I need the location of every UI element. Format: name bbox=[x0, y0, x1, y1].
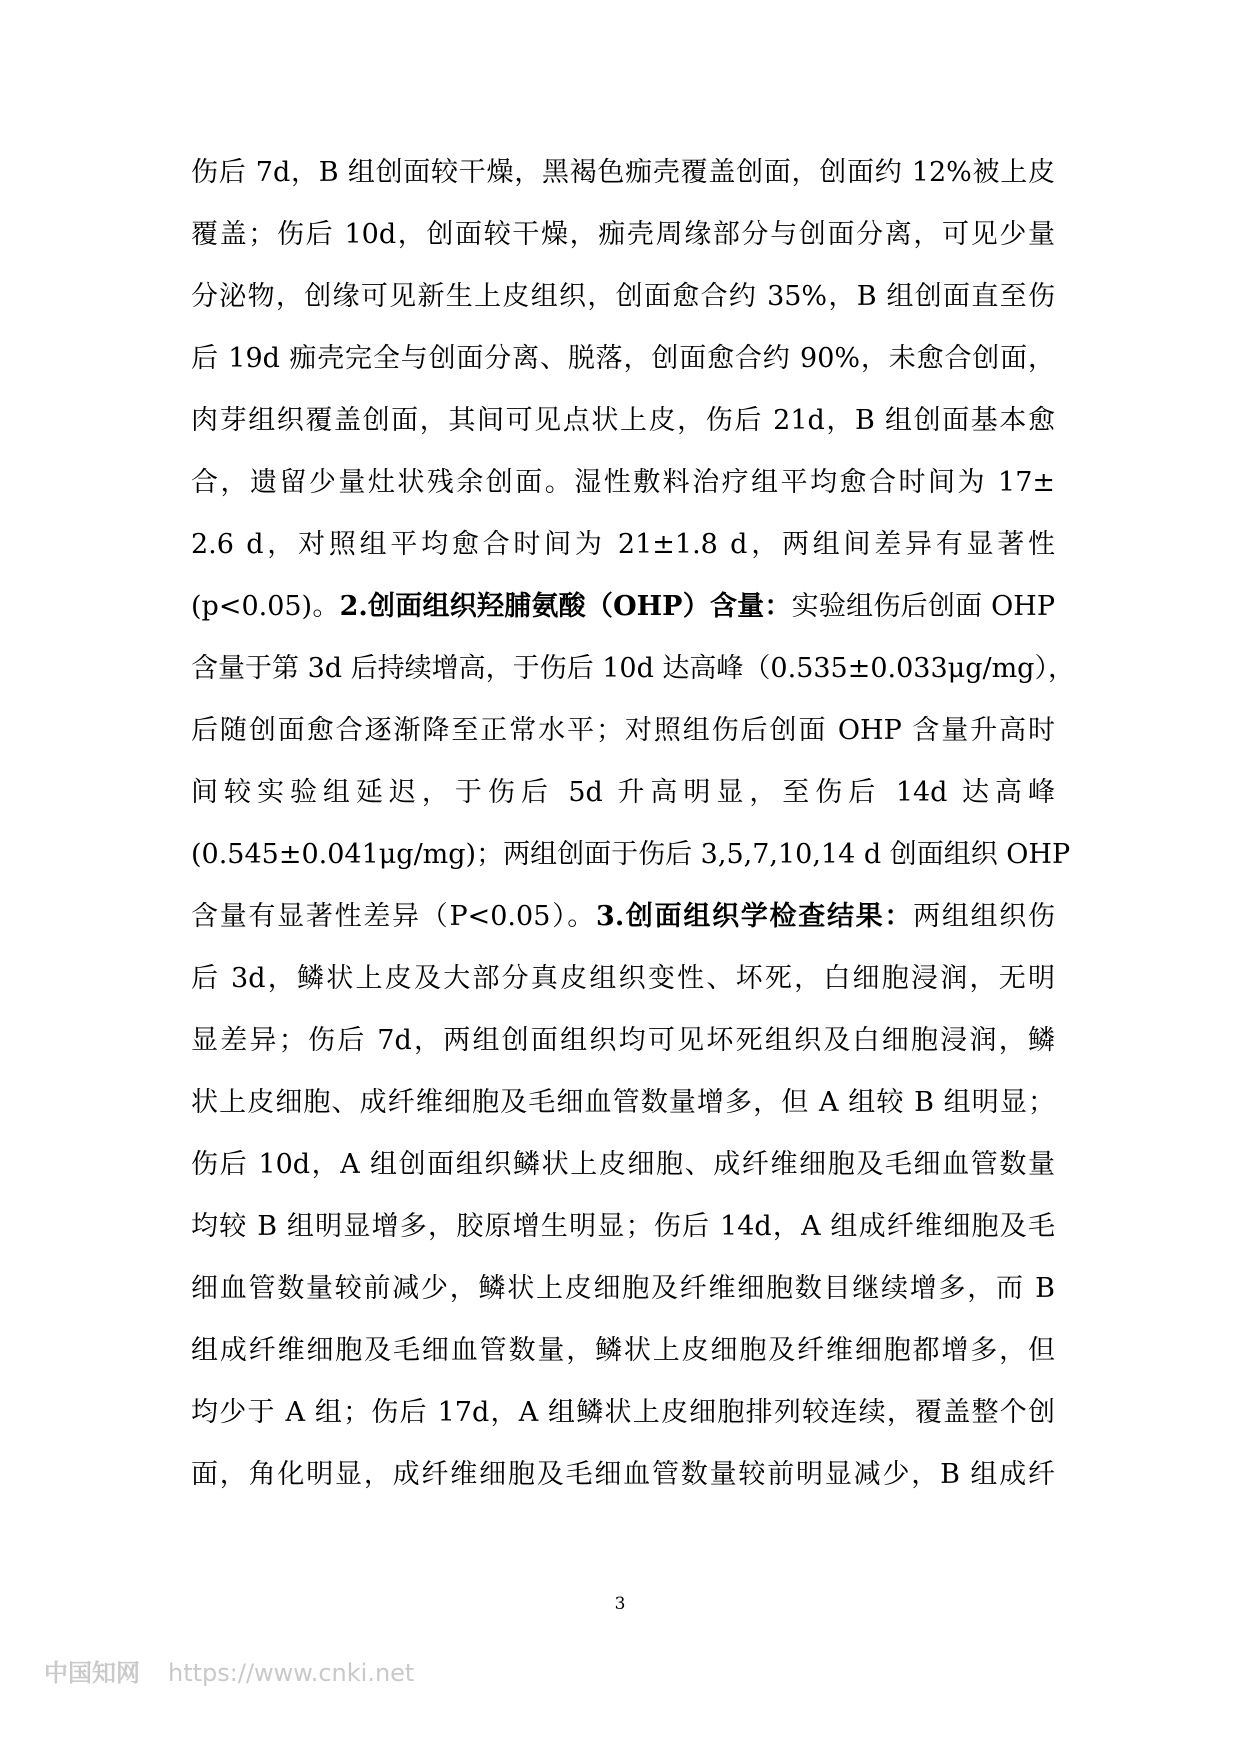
text-segment: 间较实验组延迟，于伤后 5d 升高明显，至伤后 14d 达高峰 bbox=[191, 777, 1055, 808]
text-segment: 状上皮细胞、成纤维细胞及毛细血管数量增多，但 A 组较 B 组明显； bbox=[191, 1087, 1055, 1118]
text-segment: 伤后 10d，A 组创面组织鳞状上皮细胞、成纤维细胞及毛细血管数量 bbox=[191, 1149, 1055, 1180]
text-segment: 后随创面愈合逐渐降至正常水平；对照组伤后创面 OHP 含量升高时 bbox=[191, 715, 1055, 746]
text-line bbox=[191, 1010, 1055, 1072]
text-segment: (0.545±0.041μg/mg)；两组创面于伤后 3,5,7,10,14 d 创面组织 OHP bbox=[191, 839, 1071, 870]
text-line bbox=[191, 886, 1055, 948]
text-segment: 后 19d 痂壳完全与创面分离、脱落，创面愈合约 90%，未愈合创面， bbox=[191, 343, 1055, 374]
text-segment: 2.6 d，对照组平均愈合时间为 21±1.8 d，两组间差异有显著性 bbox=[191, 529, 1055, 560]
text-line bbox=[191, 576, 1055, 638]
text-line bbox=[191, 762, 1055, 824]
text-segment: (p<0.05)。 bbox=[191, 591, 340, 622]
text-segment: 覆盖；伤后 10d，创面较干燥，痂壳周缘部分与创面分离，可见少量 bbox=[191, 219, 1055, 250]
text-segment: 后 3d，鳞状上皮及大部分真皮组织变性、坏死，白细胞浸润，无明 bbox=[191, 963, 1055, 994]
text-line bbox=[191, 1444, 1055, 1506]
text-segment: 含量有显著性差异（P<0.05）。 bbox=[191, 901, 597, 932]
section-heading: 2.创面组织羟脯氨酸（OHP）含量： bbox=[339, 591, 792, 622]
text-line bbox=[191, 1196, 1055, 1258]
watermark-url: https://www.cnki.net bbox=[168, 1659, 415, 1687]
text-segment: 合，遗留少量灶状残余创面。湿性敷料治疗组平均愈合时间为 17± bbox=[191, 467, 1055, 498]
text-segment: 显差异；伤后 7d，两组创面组织均可见坏死组织及白细胞浸润，鳞 bbox=[191, 1025, 1055, 1056]
text-segment: 分泌物，创缘可见新生上皮组织，创面愈合约 35%，B 组创面直至伤 bbox=[191, 281, 1055, 312]
cnki-watermark bbox=[44, 1653, 414, 1688]
text-line bbox=[191, 328, 1055, 390]
watermark-brand: 中国知网 bbox=[44, 1659, 140, 1687]
text-segment: 均较 B 组明显增多，胶原增生明显；伤后 14d，A 组成纤维细胞及毛 bbox=[191, 1211, 1055, 1242]
text-segment: 两组组织伤 bbox=[913, 901, 1055, 932]
text-line bbox=[191, 204, 1055, 266]
text-segment: 细血管数量较前减少，鳞状上皮细胞及纤维细胞数目继续增多，而 B bbox=[191, 1273, 1055, 1304]
text-line bbox=[191, 1258, 1055, 1320]
text-segment: 面，角化明显，成纤维细胞及毛细血管数量较前明显减少，B 组成纤 bbox=[191, 1459, 1055, 1490]
text-line bbox=[191, 1382, 1055, 1444]
text-line bbox=[191, 142, 1055, 204]
text-line bbox=[191, 1134, 1055, 1196]
text-line bbox=[191, 638, 1075, 700]
text-line bbox=[191, 948, 1055, 1010]
text-line bbox=[191, 824, 1071, 886]
text-segment: 均少于 A 组；伤后 17d，A 组鳞状上皮细胞排列较连续，覆盖整个创 bbox=[191, 1397, 1055, 1428]
body-text bbox=[191, 142, 1075, 1506]
text-line bbox=[191, 514, 1055, 576]
text-segment: 组成纤维细胞及毛细血管数量，鳞状上皮细胞及纤维细胞都增多，但 bbox=[191, 1335, 1055, 1366]
text-segment: 伤后 7d，B 组创面较干燥，黑褐色痂壳覆盖创面，创面约 12%被上皮 bbox=[191, 157, 1055, 188]
text-line bbox=[191, 452, 1055, 514]
text-segment: 肉芽组织覆盖创面，其间可见点状上皮，伤后 21d，B 组创面基本愈 bbox=[191, 405, 1055, 436]
text-line bbox=[191, 266, 1055, 328]
text-segment: 实验组伤后创面 OHP bbox=[791, 591, 1056, 622]
text-line bbox=[191, 700, 1055, 762]
page-number: 3 bbox=[614, 1594, 626, 1614]
text-line bbox=[191, 390, 1055, 452]
text-line bbox=[191, 1072, 1055, 1134]
text-line bbox=[191, 1320, 1055, 1382]
section-heading: 3.创面组织学检查结果： bbox=[596, 901, 914, 932]
text-segment: 含量于第 3d 后持续增高，于伤后 10d 达高峰（0.535±0.033μg/mg）， bbox=[191, 653, 1075, 684]
